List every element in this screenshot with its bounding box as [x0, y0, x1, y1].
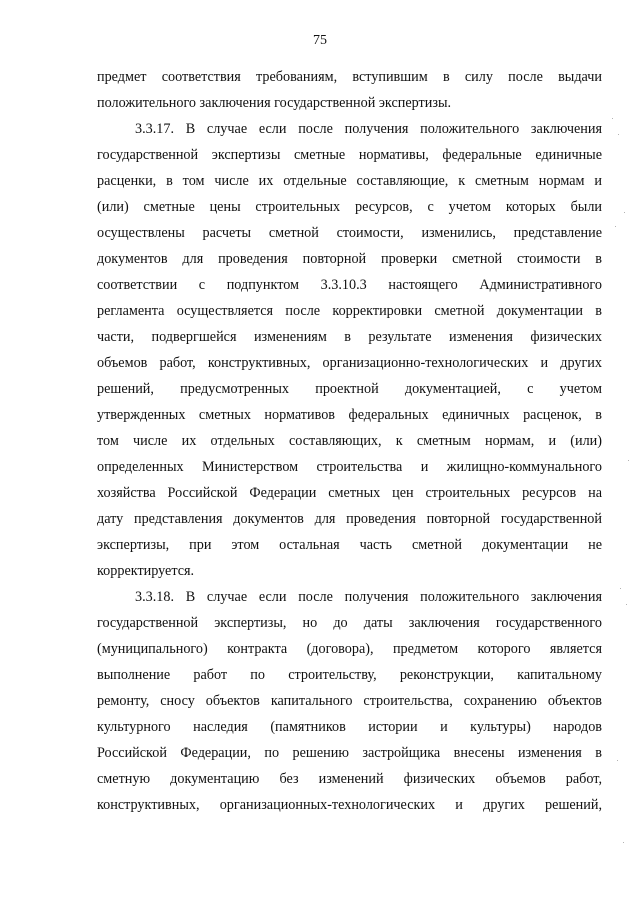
- text-line: (или) сметные цены строительных ресурсов, с учетом которых были: [97, 199, 602, 215]
- scan-speck: [624, 212, 625, 213]
- text-line: расценки, в том числе их отдельные составляющие, к сметным нормам и: [97, 173, 602, 189]
- document-body: [97, 64, 602, 818]
- text-line: определенных Министерством строительства и жилищно-коммунального: [97, 459, 602, 475]
- text-line: конструктивных, организационных-технологических и других решений,: [97, 797, 602, 813]
- text-line: осуществлены расчеты сметной стоимости, изменились, представление: [97, 225, 602, 241]
- text-line: том числе их отдельных составляющих, к сметным нормам, и (или): [97, 433, 602, 449]
- text-line: части, подвергшейся изменениям в результате изменения физических: [97, 329, 602, 345]
- text-line: выполнение работ по строительству, реконструкции, капитальному: [97, 667, 602, 683]
- text-line: соответствии с подпунктом 3.3.10.3 настоящего Административного: [97, 277, 602, 293]
- text-line: объемов работ, конструктивных, организационно-технологических и других: [97, 355, 602, 371]
- text-line: регламента осуществляется после корректировки сметной документации в: [97, 303, 602, 319]
- paragraph-3-3-18: [97, 584, 602, 818]
- scan-speck: [618, 134, 619, 135]
- text-line: (муниципального) контракта (договора), предметом которого является: [97, 641, 602, 657]
- text-line: Российской Федерации, по решению застройщика внесены изменения в: [97, 745, 602, 761]
- text-line: 3.3.17. В случае если после получения положительного заключения: [135, 121, 602, 137]
- text-line: утвержденных сметных нормативов федеральных единичных расценок, в: [97, 407, 602, 423]
- paragraph-continuation: [97, 64, 602, 116]
- text-line: 3.3.18. В случае если после получения положительного заключения: [135, 589, 602, 605]
- text-line: сметную документацию без изменений физических объемов работ,: [97, 771, 602, 787]
- text-line: ремонту, сносу объектов капитального строительства, сохранению объектов: [97, 693, 602, 709]
- scan-speck: [620, 588, 621, 589]
- text-line: положительного заключения государственной экспертизы.: [97, 95, 452, 111]
- text-line: дату представления документов для проведения повторной государственной: [97, 511, 602, 527]
- scan-speck: [615, 226, 616, 227]
- scan-speck: [626, 604, 627, 605]
- text-line: государственной экспертизы, но до даты заключения государственного: [97, 615, 602, 631]
- text-line: хозяйства Российской Федерации сметных цен строительных ресурсов на: [97, 485, 602, 501]
- text-line: решений, предусмотренных проектной документацией, с учетом: [97, 381, 602, 397]
- text-line: культурного наследия (памятников истории и культуры) народов: [97, 719, 602, 735]
- paragraph-3-3-17: [97, 116, 602, 584]
- scan-speck: [623, 842, 624, 843]
- text-line: экспертизы, при этом остальная часть сметной документации не: [97, 537, 602, 553]
- text-line: корректируется.: [97, 563, 195, 579]
- scan-speck: [628, 460, 629, 461]
- text-line: предмет соответствия требованиям, вступившим в силу после выдачи: [97, 69, 602, 85]
- text-line: государственной экспертизы сметные нормативы, федеральные единичные: [97, 147, 602, 163]
- scan-speck: [612, 118, 613, 119]
- scan-speck: [617, 760, 618, 761]
- page-number: 75: [313, 33, 327, 48]
- text-line: документов для проведения повторной проверки сметной стоимости в: [97, 251, 602, 267]
